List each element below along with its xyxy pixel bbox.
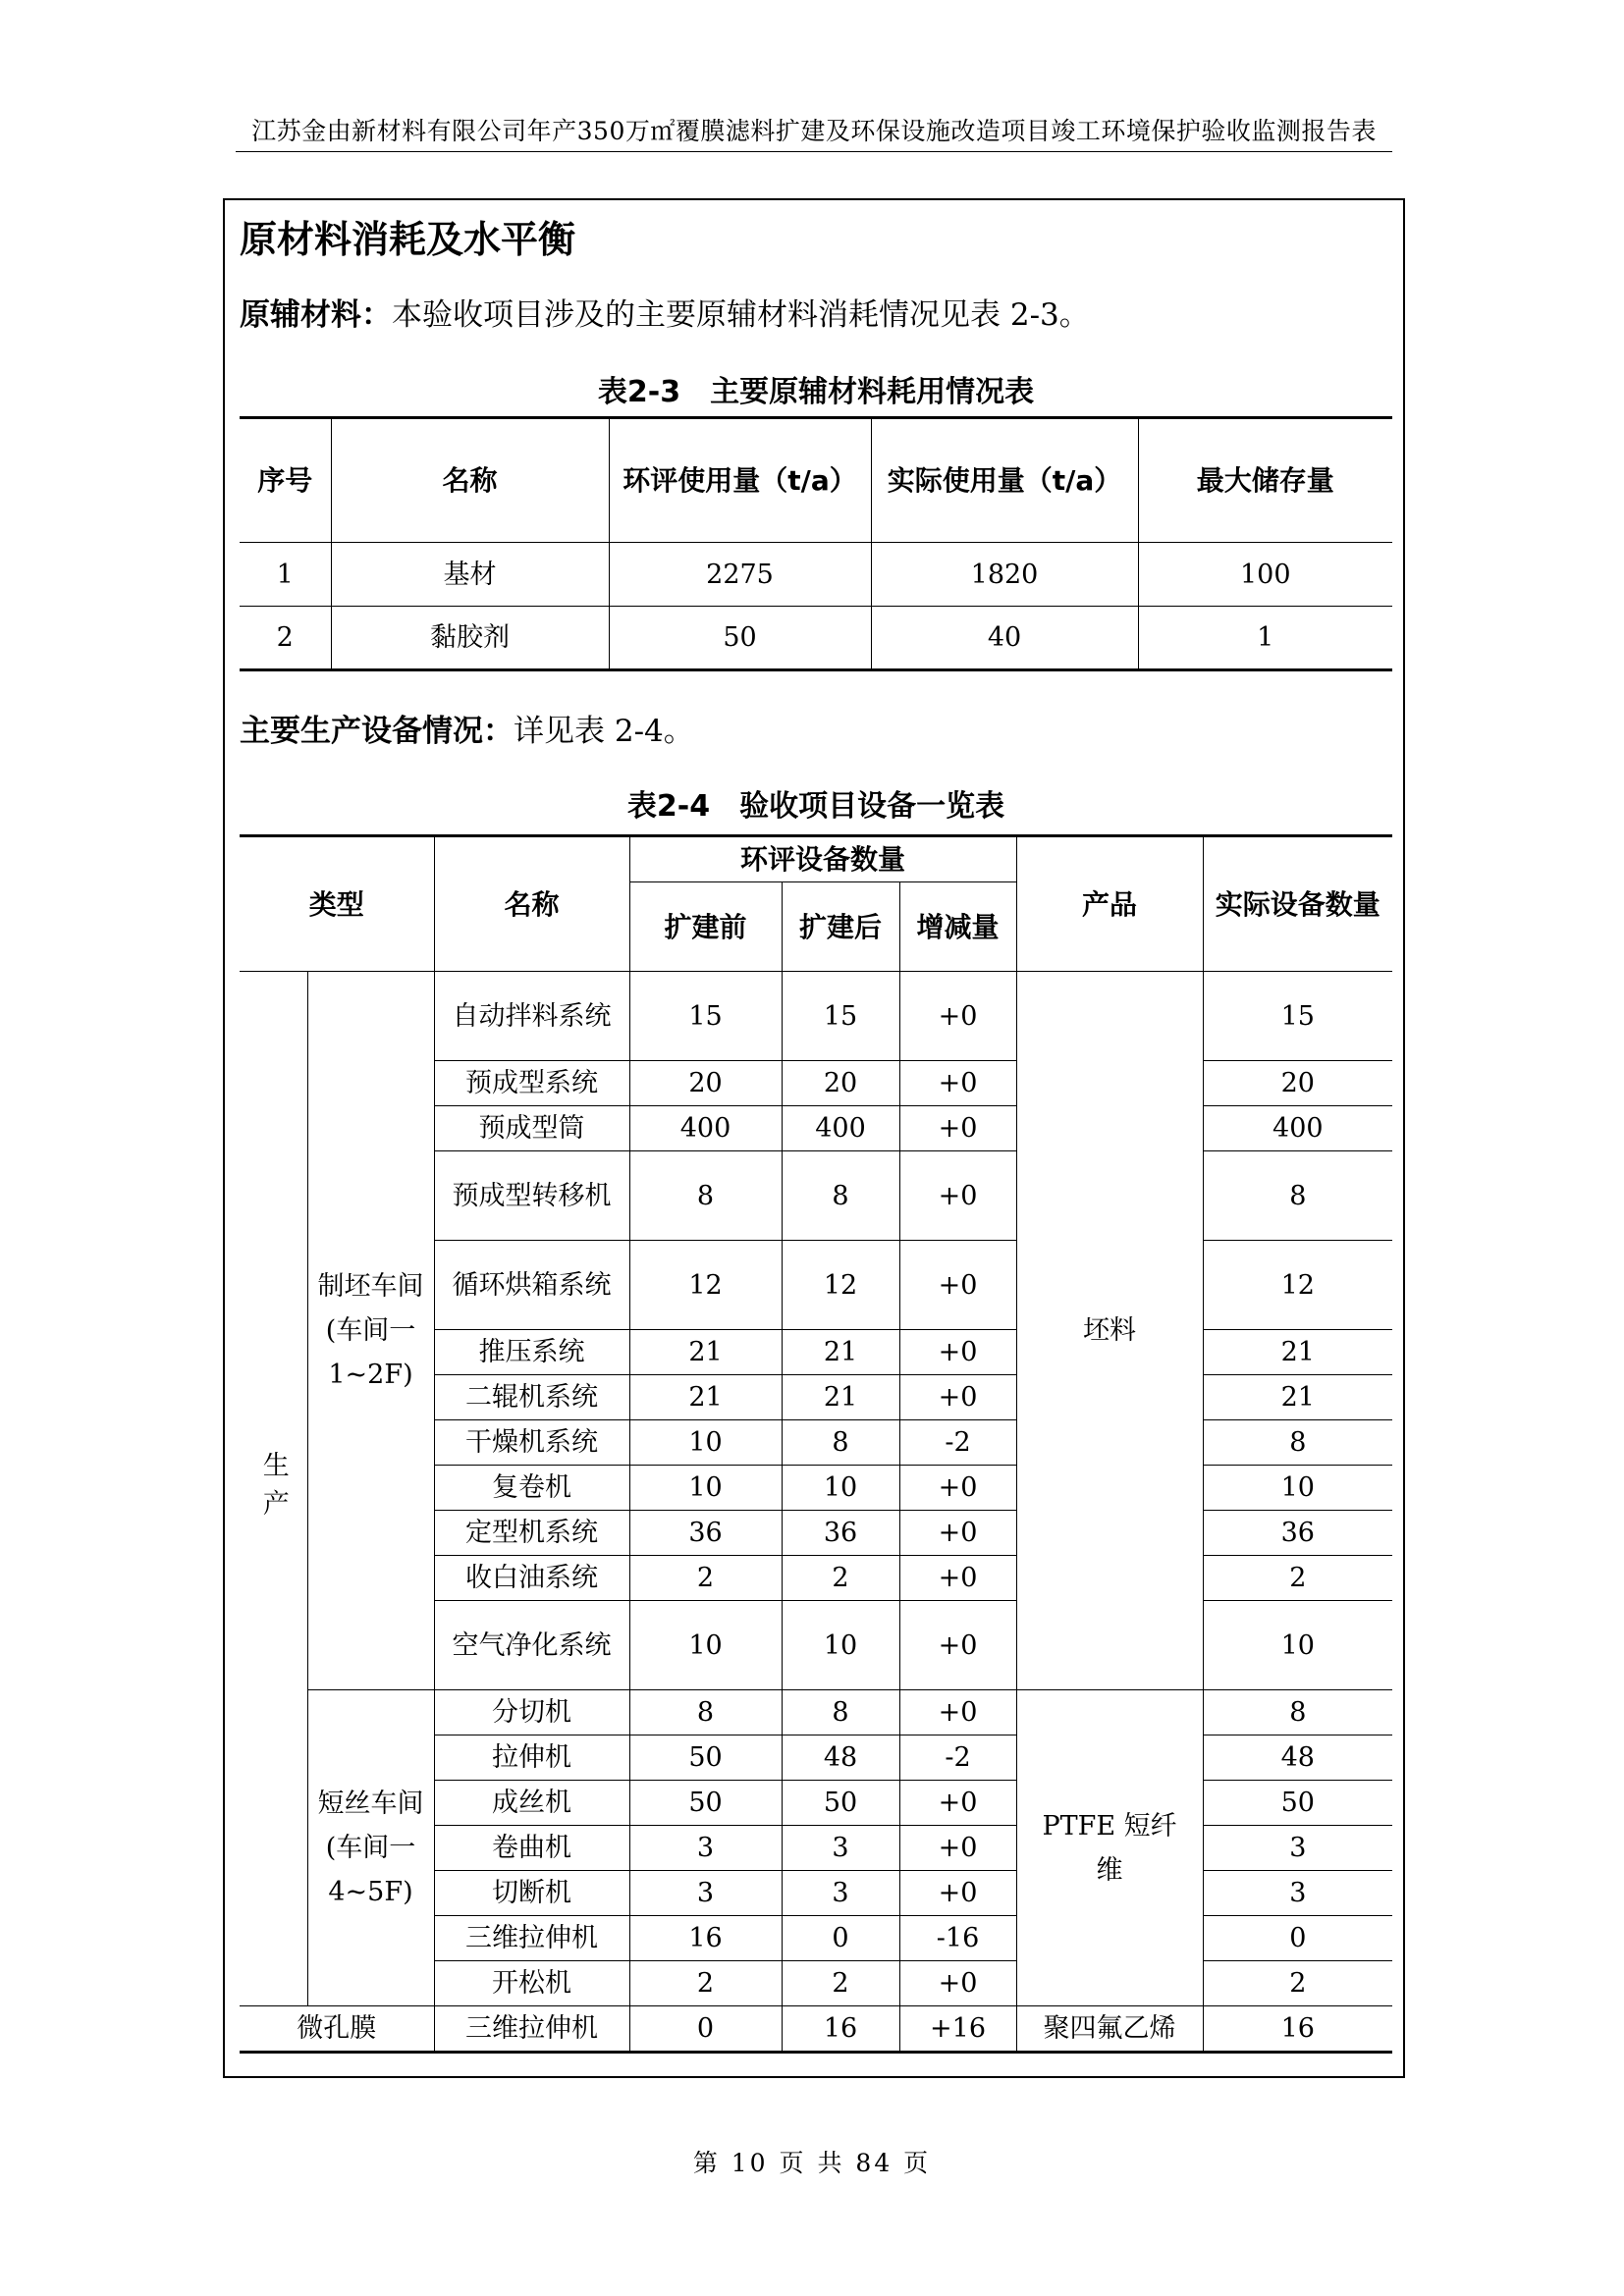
equipment-name-cell: 拉伸机	[434, 1735, 629, 1781]
quantity-cell: 3	[629, 1826, 782, 1871]
equipment-name-cell: 循环烘箱系统	[434, 1241, 629, 1330]
equipment-lead: 主要生产设备情况：	[240, 714, 514, 749]
quantity-cell: 8	[629, 1690, 782, 1735]
equipment-text: 详见表 2-4。	[514, 714, 694, 749]
quantity-cell: 10	[629, 1601, 782, 1690]
quantity-cell: 2	[629, 1556, 782, 1601]
quantity-cell: 8	[782, 1151, 899, 1241]
quantity-cell: 10	[782, 1466, 899, 1511]
quantity-cell: 36	[629, 1511, 782, 1556]
quantity-cell: 400	[782, 1106, 899, 1151]
actual-quantity-cell: 48	[1203, 1735, 1392, 1781]
actual-quantity-cell: 10	[1203, 1466, 1392, 1511]
actual-quantity-cell: 21	[1203, 1375, 1392, 1420]
quantity-cell: 3	[782, 1871, 899, 1916]
equipment-name-cell: 定型机系统	[434, 1511, 629, 1556]
table-2-3-title: 主要原辅材料耗用情况表	[710, 375, 1035, 409]
quantity-cell: +0	[899, 972, 1016, 1061]
actual-quantity-cell: 3	[1203, 1826, 1392, 1871]
equipment-name-cell: 三维拉伸机	[434, 1916, 629, 1961]
equipment-name-cell: 预成型转移机	[434, 1151, 629, 1241]
document-header: 江苏金由新材料有限公司年产350万㎡覆膜滤料扩建及环保设施改造项目竣工环境保护验收监测报告表	[251, 117, 1377, 145]
col-header-change: 增减量	[899, 882, 1016, 972]
equipment-name-cell: 三维拉伸机	[434, 2006, 629, 2053]
quantity-cell: 0	[782, 1916, 899, 1961]
quantity-cell: 8	[782, 1690, 899, 1735]
actual-quantity-cell: 15	[1203, 972, 1392, 1061]
col-header-after: 扩建后	[782, 882, 899, 972]
quantity-cell: -2	[899, 1420, 1016, 1466]
equipment-paragraph	[240, 707, 694, 756]
col-header-before: 扩建前	[629, 882, 782, 972]
category-cell: 生产	[240, 972, 307, 2006]
equipment-name-cell: 推压系统	[434, 1330, 629, 1375]
table-2-4-caption	[240, 785, 1392, 828]
table-cell: 黏胶剂	[331, 607, 609, 670]
col-header: 最大储存量	[1138, 418, 1392, 543]
col-header-actual: 实际设备数量	[1203, 836, 1392, 972]
quantity-cell: 20	[629, 1061, 782, 1106]
quantity-cell: 2	[782, 1961, 899, 2006]
quantity-cell: 36	[782, 1511, 899, 1556]
raw-materials-table	[240, 416, 1392, 671]
quantity-cell: +0	[899, 1601, 1016, 1690]
table-header-row	[240, 836, 1392, 882]
quantity-cell: +0	[899, 1781, 1016, 1826]
quantity-cell: 10	[782, 1601, 899, 1690]
quantity-cell: 400	[629, 1106, 782, 1151]
col-header-group: 环评设备数量	[629, 836, 1016, 882]
actual-quantity-cell: 400	[1203, 1106, 1392, 1151]
equipment-table	[240, 834, 1392, 2054]
actual-quantity-cell: 50	[1203, 1781, 1392, 1826]
table-cell: 基材	[331, 543, 609, 607]
quantity-cell: 21	[629, 1375, 782, 1420]
col-header-type: 类型	[240, 836, 434, 972]
table-row	[240, 972, 1392, 1061]
workshop-cell: 制坯车间(车间一1~2F)	[307, 972, 434, 1690]
col-header: 实际使用量（t/a）	[871, 418, 1138, 543]
header-rule	[236, 151, 1392, 152]
product-cell: 聚四氟乙烯	[1016, 2006, 1203, 2053]
equipment-name-cell: 预成型系统	[434, 1061, 629, 1106]
equipment-name-cell: 开松机	[434, 1961, 629, 2006]
actual-quantity-cell: 36	[1203, 1511, 1392, 1556]
equipment-name-cell: 卷曲机	[434, 1826, 629, 1871]
quantity-cell: 16	[782, 2006, 899, 2053]
table-cell: 1	[1138, 607, 1392, 670]
actual-quantity-cell: 2	[1203, 1556, 1392, 1601]
quantity-cell: 16	[629, 1916, 782, 1961]
table-row	[240, 543, 1392, 607]
actual-quantity-cell: 8	[1203, 1420, 1392, 1466]
table-2-4-title: 验收项目设备一览表	[739, 789, 1005, 824]
quantity-cell: 10	[629, 1466, 782, 1511]
table-row	[240, 2006, 1392, 2053]
col-header: 名称	[331, 418, 609, 543]
table-row	[240, 1690, 1392, 1735]
quantity-cell: 50	[629, 1735, 782, 1781]
quantity-cell: +0	[899, 1556, 1016, 1601]
table-cell: 2275	[609, 543, 871, 607]
quantity-cell: +0	[899, 1690, 1016, 1735]
table-cell: 50	[609, 607, 871, 670]
product-cell: 坯料	[1016, 972, 1203, 1690]
actual-quantity-cell: 20	[1203, 1061, 1392, 1106]
quantity-cell: +0	[899, 1330, 1016, 1375]
equipment-name-cell: 空气净化系统	[434, 1601, 629, 1690]
col-header-product: 产品	[1016, 836, 1203, 972]
quantity-cell: 2	[782, 1556, 899, 1601]
quantity-cell: 21	[629, 1330, 782, 1375]
equipment-name-cell: 干燥机系统	[434, 1420, 629, 1466]
quantity-cell: 2	[629, 1961, 782, 2006]
table-cell: 100	[1138, 543, 1392, 607]
quantity-cell: 50	[629, 1781, 782, 1826]
quantity-cell: -16	[899, 1916, 1016, 1961]
table-cell: 1	[240, 543, 331, 607]
quantity-cell: +0	[899, 1871, 1016, 1916]
quantity-cell: 0	[629, 2006, 782, 2053]
table-2-4-number: 表2-4	[626, 789, 711, 824]
raw-materials-lead: 原辅材料：	[240, 297, 392, 333]
page-footer: 第 10 页 共 84 页	[692, 2149, 932, 2177]
quantity-cell: 15	[629, 972, 782, 1061]
table-row	[240, 607, 1392, 670]
section-title: 原材料消耗及水平衡	[240, 218, 576, 261]
raw-materials-paragraph	[240, 291, 1090, 340]
equipment-table-body	[240, 972, 1392, 2053]
equipment-name-cell: 切断机	[434, 1871, 629, 1916]
quantity-cell: +0	[899, 1511, 1016, 1556]
equipment-name-cell: 二辊机系统	[434, 1375, 629, 1420]
col-header: 环评使用量（t/a）	[609, 418, 871, 543]
actual-quantity-cell: 8	[1203, 1690, 1392, 1735]
quantity-cell: 8	[782, 1420, 899, 1466]
table-cell: 40	[871, 607, 1138, 670]
table-2-3-caption	[240, 371, 1392, 414]
quantity-cell: 50	[782, 1781, 899, 1826]
quantity-cell: 10	[629, 1420, 782, 1466]
quantity-cell: 12	[782, 1241, 899, 1330]
quantity-cell: 21	[782, 1375, 899, 1420]
quantity-cell: 20	[782, 1061, 899, 1106]
equipment-name-cell: 成丝机	[434, 1781, 629, 1826]
quantity-cell: 8	[629, 1151, 782, 1241]
equipment-name-cell: 分切机	[434, 1690, 629, 1735]
quantity-cell: +0	[899, 1106, 1016, 1151]
quantity-cell: +0	[899, 1241, 1016, 1330]
actual-quantity-cell: 0	[1203, 1916, 1392, 1961]
quantity-cell: +0	[899, 1466, 1016, 1511]
quantity-cell: 21	[782, 1330, 899, 1375]
quantity-cell: -2	[899, 1735, 1016, 1781]
quantity-cell: 48	[782, 1735, 899, 1781]
quantity-cell: 12	[629, 1241, 782, 1330]
quantity-cell: 15	[782, 972, 899, 1061]
raw-materials-text: 本验收项目涉及的主要原辅材料消耗情况见表 2-3。	[392, 297, 1090, 333]
actual-quantity-cell: 8	[1203, 1151, 1392, 1241]
quantity-cell: +0	[899, 1375, 1016, 1420]
col-header-name: 名称	[434, 836, 629, 972]
quantity-cell: +0	[899, 1151, 1016, 1241]
actual-quantity-cell: 21	[1203, 1330, 1392, 1375]
equipment-name-cell: 自动拌料系统	[434, 972, 629, 1061]
actual-quantity-cell: 16	[1203, 2006, 1392, 2053]
quantity-cell: +0	[899, 1061, 1016, 1106]
col-header: 序号	[240, 418, 331, 543]
quantity-cell: 3	[629, 1871, 782, 1916]
workshop-cell: 微孔膜	[240, 2006, 434, 2053]
table-cell: 1820	[871, 543, 1138, 607]
quantity-cell: +0	[899, 1826, 1016, 1871]
equipment-name-cell: 复卷机	[434, 1466, 629, 1511]
actual-quantity-cell: 12	[1203, 1241, 1392, 1330]
table-2-3-number: 表2-3	[597, 375, 681, 409]
equipment-name-cell: 预成型筒	[434, 1106, 629, 1151]
table-header-row	[240, 418, 1392, 543]
quantity-cell: 3	[782, 1826, 899, 1871]
equipment-name-cell: 收白油系统	[434, 1556, 629, 1601]
quantity-cell: +0	[899, 1961, 1016, 2006]
actual-quantity-cell: 3	[1203, 1871, 1392, 1916]
workshop-cell: 短丝车间(车间一4~5F)	[307, 1690, 434, 2006]
quantity-cell: +16	[899, 2006, 1016, 2053]
table-cell: 2	[240, 607, 331, 670]
product-cell: PTFE 短纤维	[1016, 1690, 1203, 2006]
actual-quantity-cell: 10	[1203, 1601, 1392, 1690]
actual-quantity-cell: 2	[1203, 1961, 1392, 2006]
